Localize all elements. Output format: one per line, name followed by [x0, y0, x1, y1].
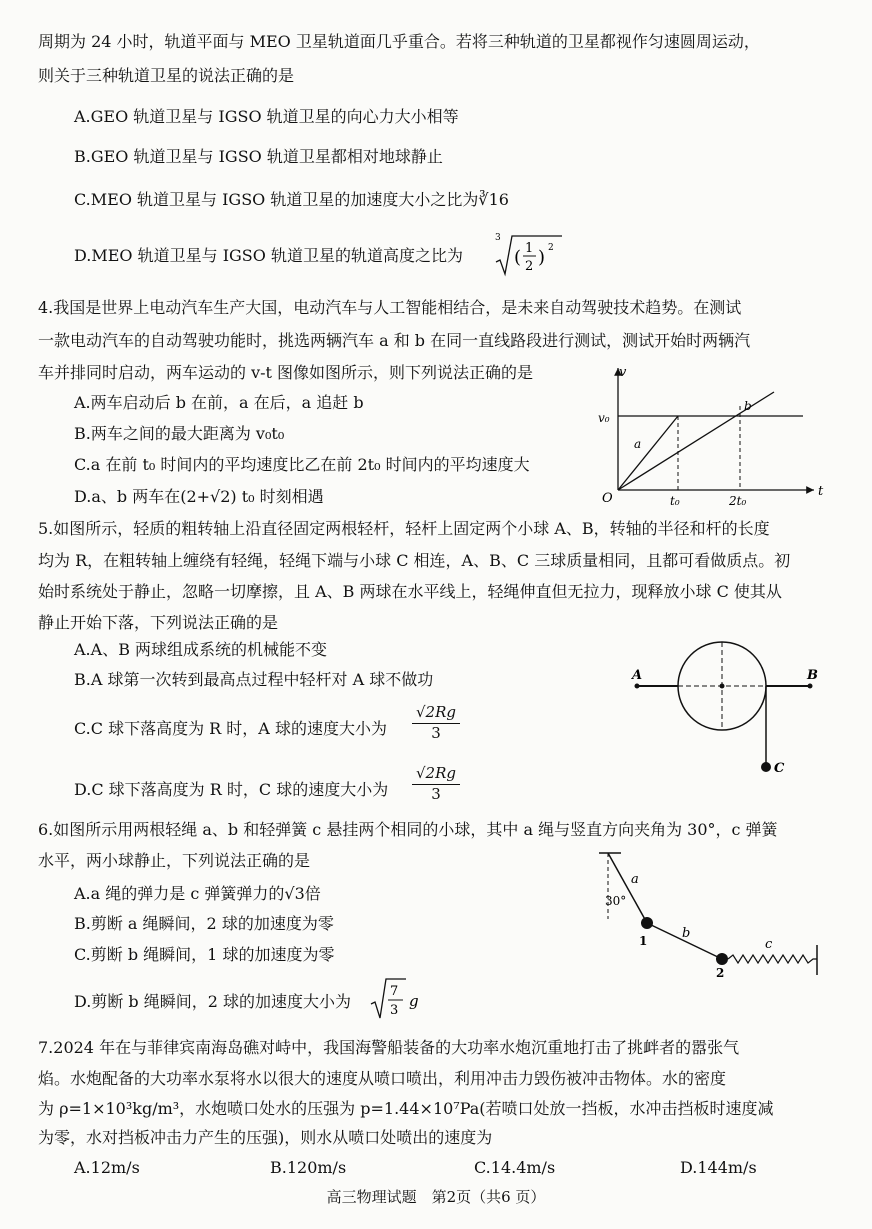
q6-text-line: 水平，两小球静止，下列说法正确的是 [38, 851, 311, 870]
label-1: 1 [639, 934, 648, 948]
q3-option-d [74, 246, 463, 266]
line-a [618, 416, 678, 490]
q7-answer-d: D.144m/s [680, 1158, 757, 1177]
ball-b [808, 684, 813, 689]
q5-text-line: 静止开始下落，下列说法正确的是 [38, 613, 279, 632]
q7-answer-b: B.120m/s [270, 1158, 347, 1177]
label-c: c [765, 937, 773, 952]
t0-label: t₀ [670, 494, 680, 508]
q5-text-line: 始时系统处于静止，忽略一切摩擦，且 A、B 两球在水平线上，轻绳伸直但无拉力，现释放小球 C 使其从 [38, 582, 782, 601]
q6-figure [595, 847, 825, 979]
svg-text:2: 2 [548, 243, 554, 253]
ball-2 [716, 953, 728, 965]
svg-text:1: 1 [525, 241, 534, 256]
ball-a [635, 684, 640, 689]
origin-label: O [602, 491, 613, 506]
q7-text-line: 为零，水对挡板冲击力产生的压强)，则水从喷口处喷出的速度为 [38, 1128, 493, 1147]
v0-label: v₀ [598, 411, 610, 425]
q5-text-line: 均为 R，在粗转轴上缠绕有轻绳，轻绳下端与小球 C 相连，A、B、C 三球质量相同，且都可看做质点。初 [38, 551, 791, 570]
t-label: t [818, 484, 824, 499]
q3-option-c: C.MEO 轨道卫星与 IGSO 轨道卫星的加速度大小之比为∛16 [74, 190, 509, 209]
q4-text-line: 一款电动汽车的自动驾驶功能时，挑选两辆汽车 a 和 b 在同一直线路段进行测试，测试开始时两辆汽 [38, 331, 751, 350]
q3-d-formula [492, 230, 564, 280]
svg-text:7: 7 [390, 984, 399, 999]
q6-text-line: 6.如图所示用两根轻绳 a、b 和轻弹簧 c 悬挂两个相同的小球，其中 a 绳与竖直方向夹角为 30°，c 弹簧 [38, 820, 778, 839]
q4-option-b: B.两车之间的最大距离为 v₀t₀ [74, 424, 285, 443]
q3-text-line: 则关于三种轨道卫星的说法正确的是 [38, 66, 295, 85]
q5-option-d: D.C 球下落高度为 R 时，C 球的速度大小为 [74, 780, 389, 799]
q4-option-c: C.a 在前 t₀ 时间内的平均速度比乙在前 2t₀ 时间内的平均速度大 [74, 455, 530, 474]
svg-text:3: 3 [495, 233, 501, 243]
q3-option-b: B.GEO 轨道卫星与 IGSO 轨道卫星都相对地球静止 [74, 147, 443, 166]
q5-d-fraction: √2Rg 3 [412, 764, 460, 803]
svg-text:g: g [409, 992, 419, 1010]
v-label: v [619, 365, 627, 380]
svg-text:3: 3 [390, 1003, 399, 1018]
svg-text:): ) [538, 247, 546, 268]
q7-text-line: 7.2024 年在与菲律宾南海岛礁对峙中，我国海警船装备的大功率水炮沉重地打击了挑衅者的嚣张气 [38, 1038, 740, 1057]
q4-text-line: 4.我国是世界上电动汽车生产大国，电动汽车与人工智能相结合，是未来自动驾驶技术趋势。在测试 [38, 298, 742, 317]
svg-text:2: 2 [525, 259, 534, 274]
label-c: C [774, 761, 785, 776]
q3-option-d-text: D.MEO 轨道卫星与 IGSO 轨道卫星的轨道高度之比为 [74, 246, 463, 265]
q7-text-line: 为 ρ=1×10³kg/m³，水炮喷口处水的压强为 p=1.44×10⁷Pa(若喷口处放一挡板，水冲击挡板时速度减 [38, 1099, 774, 1118]
label-b: b [682, 926, 691, 941]
q5-text-line: 5.如图所示，轻质的粗转轴上沿直径固定两根轻杆，轻杆上固定两个小球 A、B，转轴的半径和杆的长度 [38, 519, 770, 538]
q5-option-c: C.C 球下落高度为 R 时，A 球的速度大小为 [74, 719, 387, 738]
page-footer: 高三物理试题 第2页（共6 页） [326, 1188, 546, 1206]
rope-a [608, 853, 647, 923]
label-a: A [632, 668, 643, 683]
q6-option-c: C.剪断 b 绳瞬间，1 球的加速度为零 [74, 945, 335, 964]
svg-text:(: ( [514, 247, 522, 268]
q7-answer-c: C.14.4m/s [474, 1158, 556, 1177]
label-a: a [631, 872, 639, 887]
b-label: b [744, 399, 752, 413]
label-2: 2 [716, 966, 725, 980]
q5-option-a: A.A、B 两球组成系统的机械能不变 [74, 640, 328, 659]
q3-option-a: A.GEO 轨道卫星与 IGSO 轨道卫星的向心力大小相等 [74, 107, 459, 126]
angle-label: 30° [605, 894, 627, 908]
q6-option-b: B.剪断 a 绳瞬间，2 球的加速度为零 [74, 914, 334, 933]
q5-option-b: B.A 球第一次转到最高点过程中轻杆对 A 球不做功 [74, 670, 434, 689]
q6-option-a: A.a 绳的弹力是 c 弹簧弹力的√3倍 [74, 884, 321, 903]
spring-c [728, 955, 817, 963]
q4-text-line: 车并排同时启动，两车运动的 v-t 图像如图所示，则下列说法正确的是 [38, 363, 534, 382]
q4-option-d: D.a、b 两车在(2+√2) t₀ 时刻相遇 [74, 487, 324, 506]
q6-d-formula [370, 976, 424, 1022]
q4-vt-graph [598, 362, 828, 514]
q6-option-d: D.剪断 b 绳瞬间，2 球的加速度大小为 [74, 992, 352, 1011]
q3-text-line: 周期为 24 小时，轨道平面与 MEO 卫星轨道面几乎重合。若将三种轨道的卫星都视作匀速圆周运动， [38, 32, 760, 51]
q4-option-a: A.两车启动后 b 在前，a 在后，a 追赶 b [74, 393, 364, 412]
q5-figure [628, 640, 828, 780]
ball-c [761, 762, 771, 772]
a-label: a [634, 437, 642, 451]
q5-c-fraction: √2Rg 3 [412, 703, 460, 742]
q7-text-line: 焰。水炮配备的大功率水泵将水以很大的速度从喷口喷出，利用冲击力毁伤被冲击物体。水的密度 [38, 1069, 727, 1088]
2t0-label: 2t₀ [729, 494, 747, 508]
q7-answer-a: A.12m/s [74, 1158, 140, 1177]
label-b: B [807, 668, 818, 683]
